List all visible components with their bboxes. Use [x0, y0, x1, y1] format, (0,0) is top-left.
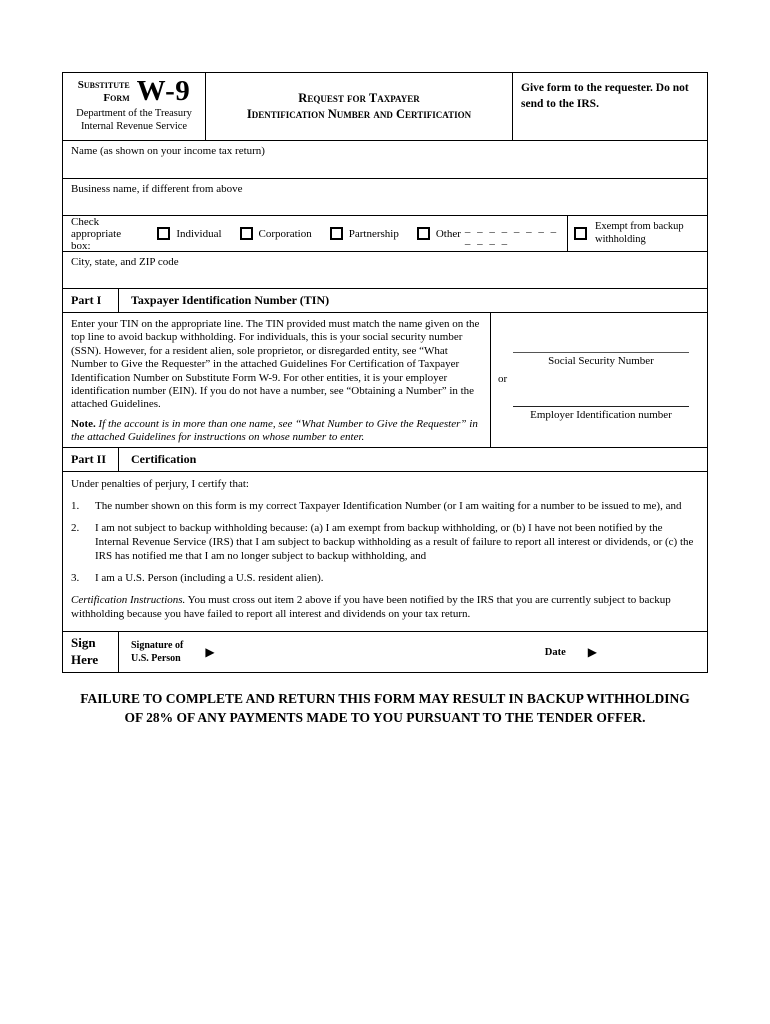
sign-here-label — [63, 632, 119, 672]
part2-header — [63, 447, 707, 471]
cert-instructions-label: Certification Instructions. — [71, 593, 186, 606]
tin-entry-area — [491, 313, 707, 447]
signature-of-label — [131, 639, 183, 665]
date-field[interactable] — [545, 645, 597, 659]
signature-of-line1: Signature of — [131, 640, 184, 651]
warning-line1: FAILURE TO COMPLETE AND RETURN THIS FORM MAY RESULT IN BACKUP WITHHOLDING — [80, 691, 690, 706]
part2-body — [63, 471, 707, 631]
certification-item-1 — [71, 500, 699, 514]
signature-area — [119, 632, 707, 672]
option-individual — [157, 227, 221, 240]
corporation-label: Corporation — [258, 227, 312, 240]
substitute-label: Substitute — [77, 78, 130, 91]
individual-checkbox[interactable] — [157, 227, 170, 240]
option-partnership — [330, 227, 399, 240]
date-arrow-icon: ▶ — [587, 645, 597, 659]
other-checkbox[interactable] — [417, 227, 430, 240]
entity-type-row — [63, 215, 707, 251]
certification-item-2 — [71, 522, 699, 564]
sign-word: Sign — [71, 635, 96, 650]
item1-number: 1. — [71, 499, 80, 512]
part1-title: Taxpayer Identification Number (TIN) — [131, 293, 330, 307]
partnership-checkbox[interactable] — [330, 227, 343, 240]
warning-line2: OF 28% OF ANY PAYMENTS MADE TO YOU PURSUANT TO THE TENDER OFFER. — [124, 709, 646, 725]
backup-withholding-warning — [0, 690, 770, 727]
cert-instructions-text: You must cross out item 2 above if you have been notified by the IRS that you are currently subject to backup withholding because you have failed to report all interest and dividends on your tax return. — [71, 593, 671, 620]
form-identity-cell — [63, 73, 206, 140]
city-state-zip-label: City, state, and ZIP code — [71, 256, 179, 268]
corporation-checkbox[interactable] — [240, 227, 253, 240]
exempt-label: Exempt from backup withholding — [595, 220, 684, 245]
exempt-checkbox[interactable] — [574, 227, 587, 240]
here-word: Here — [71, 651, 99, 667]
ssn-label: Social Security Number — [548, 355, 654, 367]
item3-number: 3. — [71, 571, 80, 584]
part1-note — [71, 418, 482, 445]
partnership-label: Partnership — [348, 227, 399, 240]
individual-label: Individual — [176, 227, 222, 240]
part2-label: Part II — [63, 448, 119, 471]
form-number-w9: W-9 — [136, 75, 191, 107]
ein-entry-line[interactable] — [513, 406, 689, 407]
option-corporation — [240, 227, 312, 240]
signature-entry-space[interactable] — [215, 632, 545, 672]
name-field[interactable] — [63, 140, 707, 178]
part1-label: Part I — [63, 289, 119, 312]
signature-arrow-icon: ▶ — [205, 645, 215, 659]
dept-line1: Department of the Treasury — [76, 108, 192, 119]
form-word-label: Form — [103, 91, 130, 104]
substitute-form-label — [78, 79, 130, 104]
item2-number: 2. — [71, 521, 80, 534]
note-text: If the account is in more than one name, see “What Number to Give the Requester” in the attached Guidelines for instructions on whose number to enter. — [71, 417, 478, 444]
business-name-field[interactable] — [63, 178, 707, 215]
check-box-row-label: Check appropriate box: — [71, 215, 122, 252]
ein-label: Employer Identification number — [530, 409, 672, 421]
part1-header — [63, 288, 707, 312]
form-header-row — [63, 73, 707, 140]
exempt-backup-withholding-cell — [567, 216, 707, 251]
other-label: Other — [435, 227, 461, 240]
part2-title: Certification — [131, 452, 197, 466]
signature-of-line2: U.S. Person — [131, 653, 181, 664]
dept-line2: Internal Revenue Service — [80, 120, 188, 132]
form-title-cell — [206, 73, 513, 140]
treasury-dept-label — [67, 108, 201, 133]
item3-text: I am a U.S. Person (including a U.S. resident alien). — [95, 571, 324, 584]
option-other — [417, 227, 461, 240]
certification-item-3 — [71, 572, 699, 586]
or-label: or — [498, 373, 508, 385]
entity-type-options — [63, 216, 567, 251]
name-field-label: Name (as shown on your income tax return) — [71, 145, 265, 157]
note-label: Note. — [71, 417, 96, 430]
city-state-zip-field[interactable] — [63, 251, 707, 288]
sign-here-row — [63, 631, 707, 672]
form-title-line2: Identification Number and Certification — [246, 106, 472, 121]
part1-instructions — [63, 313, 491, 447]
business-name-label: Business name, if different from above — [71, 183, 243, 195]
item2-text: I am not subject to backup withholding because: (a) I am exempt from backup withholding, or (b) I have not been notified by the Internal Revenue Service (IRS) that I am subject to backup withholding as a result of failure to report all interest or dividends, or (c) the IRS has notified me that I am no longer subject to backup withholding, and — [95, 521, 694, 562]
certify-intro: Under penalties of perjury, I certify that: — [71, 478, 249, 490]
form-title-line1: Request for Taxpayer — [298, 90, 420, 105]
w9-substitute-form — [62, 72, 708, 673]
ssn-entry-line[interactable] — [513, 352, 689, 353]
part1-body — [63, 312, 707, 447]
give-form-instruction: Give form to the requester. Do not send to the IRS. — [521, 82, 689, 110]
item1-text: The number shown on this form is my correct Taxpayer Identification Number (or I am waiting for a number to be issued to me), and — [95, 499, 682, 512]
other-fill-line[interactable]: _ _ _ _ _ _ _ _ _ _ _ _ — [464, 221, 559, 246]
part1-instructions-text: Enter your TIN on the appropriate line. The TIN provided must match the name given on the top line to avoid backup withholding. For individuals, this is your social security number (SSN). However, for a resident alien, sole proprietor, or disregarded entity, see “What Number to Give the Requester” in the attached Guidelines For Certification of Taxpayer Identification Number on Substitute Form W-9. For other entities, it is your employer identification number (EIN). If you do not have a number, see “Obtaining a Number” in the attached Guidelines. — [71, 318, 480, 411]
date-label: Date — [544, 646, 566, 658]
certification-instructions — [71, 594, 699, 622]
